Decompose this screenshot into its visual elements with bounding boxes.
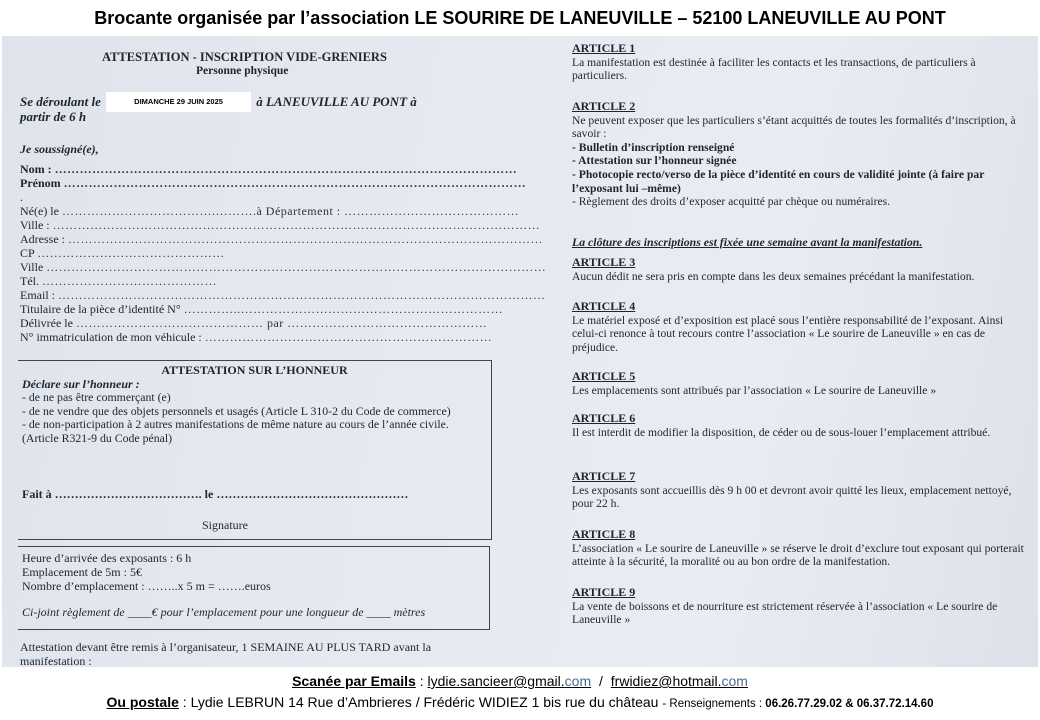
colon-sep: : bbox=[419, 673, 428, 689]
honor-lead: Déclare sur l’honneur : bbox=[22, 377, 140, 391]
post-address: Lydie LEBRUN 14 Rue d’Ambrieres / Frédéric WIDIEZ 1 bis rue du château bbox=[190, 694, 659, 710]
article-2 bbox=[572, 100, 1027, 209]
article-line: - Photocopie recto/verso de la pièce d’identité en cours de validité jointe (à faire par l’exposant lui –même) bbox=[572, 167, 985, 195]
article-line: - Attestation sur l’honneur signée bbox=[572, 154, 737, 168]
phone-numbers: 06.26.77.29.02 & 06.37.72.14.60 bbox=[765, 698, 934, 710]
soussigne-label: Je soussigné(e), bbox=[20, 142, 99, 156]
payment-line[interactable]: Ci-joint règlement de ____€ pour l’emplacement pour une longueur de ____ mètres bbox=[22, 605, 426, 619]
article-4 bbox=[572, 300, 1027, 354]
fait-a-line[interactable]: Fait à ………………………………. le ………………………………………… bbox=[22, 487, 409, 501]
form-title: ATTESTATION - INSCRIPTION VIDE-GRENIERS bbox=[102, 50, 387, 64]
article-line: Les exposants sont accueillis dès 9 h 00 et devront avoir quitté les lieux, emplacement nettoyé, pour 22 h. bbox=[572, 483, 1012, 511]
field-dots: …………..……………………………………………………… bbox=[183, 302, 504, 316]
article-line: La manifestation est destinée à faciliter les contacts et les transactions, de particuliers à particuliers. bbox=[572, 55, 976, 83]
slot-price: Emplacement de 5m : 5€ bbox=[22, 565, 142, 579]
form-field[interactable] bbox=[20, 162, 517, 176]
article-title: ARTICLE 7 bbox=[572, 469, 636, 483]
pricing-section bbox=[18, 546, 490, 630]
honor-list bbox=[22, 391, 482, 445]
post-label: Ou postale bbox=[106, 694, 179, 710]
article-title: ARTICLE 1 bbox=[572, 41, 636, 55]
scan-label: Scanée par Emails bbox=[292, 673, 416, 689]
event-start: partir de 6 h bbox=[20, 109, 87, 124]
field-label: CP bbox=[20, 246, 35, 260]
article-title: ARTICLE 3 bbox=[572, 255, 636, 269]
article-line: Aucun dédit ne sera pris en compte dans les deux semaines précédant la manifestation. bbox=[572, 269, 975, 283]
form-field[interactable] bbox=[20, 274, 217, 288]
intro-suffix: à LANEUVILLE AU PONT à bbox=[256, 94, 417, 109]
slot-count[interactable]: Nombre d’emplacement : ……..x 5 m = …….euros bbox=[22, 579, 271, 593]
field-dots: ……………………………….……….à Département : …………………………………… bbox=[61, 204, 520, 218]
article-8 bbox=[572, 528, 1027, 569]
article-6 bbox=[572, 412, 1027, 439]
field-dots: ………………………………………………………………………………………………… bbox=[54, 162, 518, 176]
form-field[interactable] bbox=[20, 288, 546, 302]
field-dots: ……………………………………………………………………………………………………… bbox=[52, 218, 541, 232]
field-label: Tél. bbox=[20, 274, 39, 288]
form-field[interactable] bbox=[20, 190, 23, 204]
field-label: Prénom bbox=[20, 176, 61, 190]
field-label: Email : bbox=[20, 288, 55, 302]
signature-label: Signature bbox=[202, 518, 248, 532]
field-dots: ……………………………………… bbox=[37, 246, 225, 260]
field-label: N° immatriculation de mon véhicule : bbox=[20, 330, 202, 344]
article-line: La vente de boissons et de nourriture est strictement réservée à l’association « Le sourire de Laneuville » bbox=[572, 599, 998, 627]
field-label: Nom : bbox=[20, 162, 52, 176]
field-dots: ……………………………………………………………………………………………………… bbox=[58, 288, 546, 302]
article-title: ARTICLE 5 bbox=[572, 369, 636, 383]
article-line: Il est interdit de modifier la disposition, de céder ou de sous-louer l’emplacement attribué. bbox=[572, 425, 991, 439]
footer-email-line bbox=[0, 673, 1040, 689]
field-label: Ville : bbox=[20, 218, 50, 232]
honor-item: - de ne pas être commerçant (e) bbox=[22, 390, 171, 404]
field-dots: …………………………………………………………………………………………………… bbox=[68, 232, 543, 246]
scanned-document bbox=[2, 36, 1038, 667]
article-9 bbox=[572, 586, 1027, 627]
honor-section bbox=[18, 360, 492, 540]
remit-note: Attestation devant être remis à l’organisateur, 1 SEMAINE AU PLUS TARD avant la manifestation : bbox=[20, 640, 432, 667]
article-title: ARTICLE 8 bbox=[572, 527, 636, 541]
article-1 bbox=[572, 42, 1027, 83]
email-link-frederic[interactable] bbox=[611, 673, 748, 689]
article-line: - Bulletin d’inscription renseigné bbox=[572, 140, 735, 154]
form-field[interactable] bbox=[20, 204, 519, 218]
field-label: Né(e) le bbox=[20, 204, 59, 218]
field-dots: …………………………………………………………… bbox=[204, 330, 493, 344]
honor-title: ATTESTATION SUR L’HONNEUR bbox=[161, 363, 348, 377]
email-link-lydie[interactable] bbox=[428, 673, 592, 689]
field-label: Titulaire de la pièce d’identité N° bbox=[20, 302, 181, 316]
form-field[interactable] bbox=[20, 232, 543, 246]
info-block: - Renseignements : 06.26.77.29.02 & 06.37.72.14.60 bbox=[662, 698, 934, 710]
event-date: DIMANCHE 29 JUIN 2025 bbox=[106, 92, 251, 112]
cloture-note: La clôture des inscriptions est fixée une semaine avant la manifestation. bbox=[572, 235, 923, 249]
form-field[interactable] bbox=[20, 316, 487, 330]
article-title: ARTICLE 4 bbox=[572, 299, 636, 313]
email2-user: frwidiez@hotmail. bbox=[610, 673, 722, 689]
honor-item: - de ne vendre que des objets personnels et usagés (Article L 310-2 du Code de commerce) bbox=[22, 403, 451, 418]
field-dots: ………………………………………………………………………………………………………… bbox=[46, 260, 547, 274]
colon-sep: : bbox=[182, 694, 191, 710]
field-label: Adresse : bbox=[20, 232, 65, 246]
form-subtitle: Personne physique bbox=[196, 65, 289, 77]
slash-sep: / bbox=[599, 673, 603, 689]
footer-post-line bbox=[0, 694, 1040, 710]
email1-tld: com bbox=[564, 673, 592, 689]
form-field[interactable] bbox=[20, 260, 546, 274]
field-dots: …………………………………… bbox=[42, 274, 217, 288]
field-label: . bbox=[20, 190, 23, 204]
field-label: Ville bbox=[20, 260, 44, 274]
intro-prefix: Se déroulant le bbox=[20, 94, 101, 109]
email1-user: lydie.sancieer@gmail. bbox=[427, 673, 565, 689]
form-field[interactable] bbox=[20, 302, 503, 316]
honor-item: - de non-participation à 2 autres manifestations de même nature au cours de l’année civile. (Article R321-9 du Code pénal) bbox=[22, 417, 449, 445]
article-title: ARTICLE 9 bbox=[572, 585, 636, 599]
article-title: ARTICLE 6 bbox=[572, 411, 636, 425]
article-title: ARTICLE 2 bbox=[572, 99, 636, 113]
form-field[interactable] bbox=[20, 330, 492, 344]
form-field[interactable] bbox=[20, 246, 225, 260]
article-7 bbox=[572, 470, 1027, 511]
info-label: Renseignements : bbox=[669, 698, 763, 710]
article-line: L’association « Le sourire de Laneuville » se réserve le droit d’exclure tout exposant qui porterait atteinte à la sécurité, la moralité ou au bon ordre de la manifestation. bbox=[572, 541, 1024, 569]
page-footer bbox=[0, 667, 1040, 720]
form-field[interactable] bbox=[20, 218, 540, 232]
field-dots: ………………………………………………………………………………………………… bbox=[63, 176, 527, 190]
page-header bbox=[0, 0, 1040, 36]
article-3 bbox=[572, 256, 1027, 283]
form-field[interactable] bbox=[20, 176, 526, 190]
article-line: - Règlement des droits d’exposer acquitté par chèque ou numéraires. bbox=[572, 195, 891, 209]
email2-tld: com bbox=[721, 673, 748, 689]
article-5 bbox=[572, 370, 1027, 397]
arrival-time: Heure d’arrivée des exposants : 6 h bbox=[22, 551, 192, 565]
header-title: Brocante organisée par l’association LE SOURIRE DE LANEUVILLE – 52100 LANEUVILLE AU PONT bbox=[94, 7, 946, 28]
article-line: Ne peuvent exposer que les particuliers s’étant acquittés de toutes les formalités d’inscription, à savoir : bbox=[572, 113, 1016, 141]
field-label: Délivrée le bbox=[20, 316, 73, 330]
article-line: Le matériel exposé et d’exposition est placé sous l’entière responsabilité de l’exposant. Ainsi celui-ci renonce à tout recours contre l’association « Le sourire de Laneuville » en cas de préjudice. bbox=[572, 313, 1004, 354]
article-line: Les emplacements sont attribués par l’association « Le sourire de Laneuville » bbox=[572, 383, 937, 397]
field-dots: ……………………………………… par ………………………………………… bbox=[75, 316, 488, 330]
